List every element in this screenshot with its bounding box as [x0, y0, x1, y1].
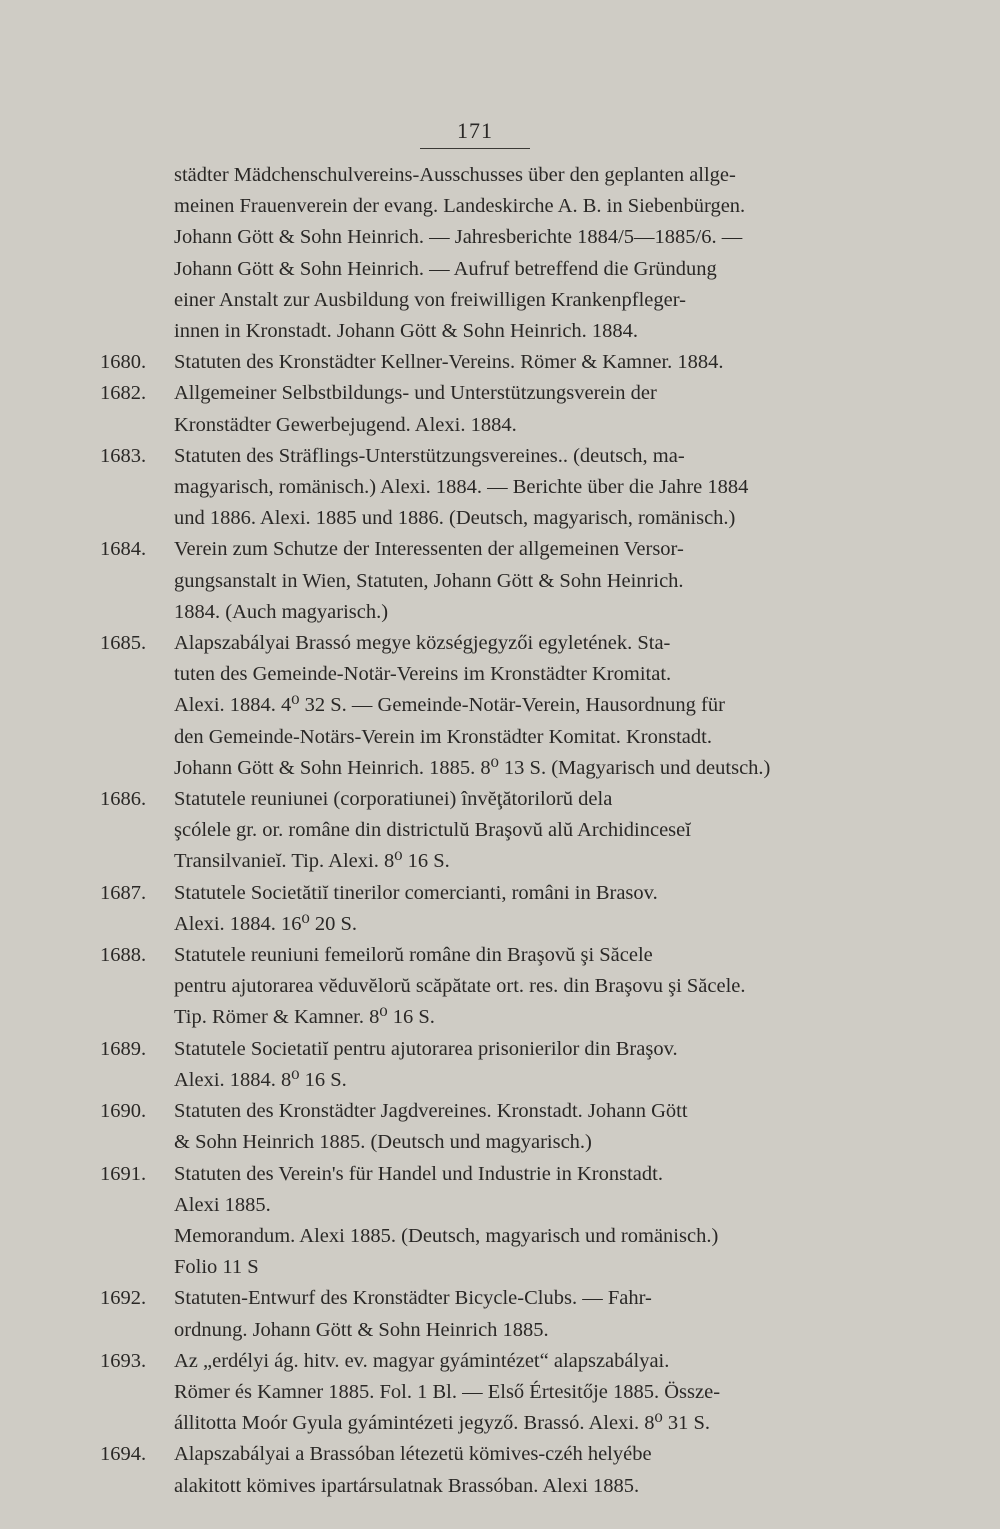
entry: [100, 1439, 860, 1501]
entry: [100, 1159, 860, 1284]
entry: [100, 878, 860, 940]
entry-line: Statuten des Sträflings-Unterstützungsvereines.. (deutsch, ma-: [174, 444, 685, 467]
entry-line: şcólele gr. or. române din districtulŭ Braşovŭ alŭ Archidinceseĭ: [174, 819, 691, 842]
entry-line: Statutele reuniuni femeilorŭ române din Braşovŭ şi Săcele: [174, 944, 653, 967]
entry-line: ordnung. Johann Gött & Sohn Heinrich 1885.: [174, 1318, 549, 1341]
entry-line: pentru ajutorarea vĕduvĕlorŭ scăpătate ort. res. din Braşovu şi Săcele.: [174, 975, 746, 998]
entry-line: Johann Gött & Sohn Heinrich. — Aufruf betreffend die Gründung: [174, 257, 717, 280]
entry-line: Johann Gött & Sohn Heinrich. — Jahresberichte 1884/5—1885/6. —: [174, 226, 743, 249]
entry-number: 1690.: [100, 1100, 147, 1123]
entry-line: Statuten des Kronstädter Jagdvereines. Kronstadt. Johann Gött: [174, 1100, 688, 1123]
entry-number: 1694.: [100, 1443, 147, 1466]
entry: [100, 1034, 860, 1096]
entry-line: Allgemeiner Selbstbildungs- und Unterstützungsverein der: [174, 382, 657, 405]
entry-line: alakitott kömives ipartársulatnak Brassóban. Alexi 1885.: [174, 1474, 640, 1497]
entry-line: Memorandum. Alexi 1885. (Deutsch, magyarisch und romänisch.): [174, 1224, 719, 1247]
entry-line: Tip. Römer & Kamner. 8⁰ 16 S.: [174, 1006, 435, 1029]
entry: [100, 347, 860, 378]
entry-line: Statuten des Verein's für Handel und Industrie in Kronstadt.: [174, 1162, 663, 1185]
entry-line: städter Mädchenschulvereins-Ausschusses über den geplanten allge-: [174, 164, 736, 186]
entry: [100, 441, 860, 535]
entry-line: Alexi. 1884. 16⁰ 20 S.: [174, 912, 358, 935]
entry: [100, 940, 860, 1034]
entry: [100, 160, 860, 347]
entry-number: 1683.: [100, 444, 147, 467]
entry-line: Transilvanieĭ. Tip. Alexi. 8⁰ 16 S.: [174, 850, 450, 873]
entry-line: tuten des Gemeinde-Notär-Vereins im Kronstädter Kromitat.: [174, 663, 672, 686]
entry-line: gungsanstalt in Wien, Statuten, Johann Gött & Sohn Heinrich.: [174, 569, 684, 592]
entry-line: Statuten des Kronstädter Kellner-Vereins. Römer & Kamner. 1884.: [174, 351, 724, 374]
entry: [100, 534, 860, 628]
entry-line: Römer és Kamner 1885. Fol. 1 Bl. — Első Értesitője 1885. Össze-: [174, 1380, 721, 1403]
entry-line: meinen Frauenverein der evang. Landeskirche A. B. in Siebenbürgen.: [174, 195, 746, 218]
entry-line: den Gemeinde-Notärs-Verein im Kronstädter Komitat. Kronstadt.: [174, 725, 712, 748]
entry: [100, 784, 860, 878]
entry: [100, 628, 860, 784]
entry-line: Statutele reuniunei (corporatiunei) învĕţătorilorŭ dela: [174, 788, 613, 811]
page-number: 171: [420, 118, 530, 149]
entry-line: Alapszabályai a Brassóban létezetü kömives-czéh helyébe: [174, 1443, 652, 1466]
entry: [100, 1096, 860, 1158]
entry-line: magyarisch, romänisch.) Alexi. 1884. — Berichte über die Jahre 1884: [174, 476, 749, 499]
entry: [100, 1283, 860, 1345]
entry-line: 1884. (Auch magyarisch.): [174, 600, 389, 623]
entry-number: 1687.: [100, 881, 147, 904]
entry-number: 1685.: [100, 632, 147, 655]
entry-line: Verein zum Schutze der Interessenten der allgemeinen Versor-: [174, 538, 684, 561]
entry-line: innen in Kronstadt. Johann Gött & Sohn Heinrich. 1884.: [174, 320, 639, 343]
entry: [100, 1346, 860, 1440]
entry-line: einer Anstalt zur Ausbildung von freiwilligen Krankenpfleger-: [174, 288, 686, 311]
entry-number: 1693.: [100, 1349, 147, 1372]
entry: [100, 378, 860, 440]
entry-line: állitotta Moór Gyula gyámintézeti jegyző. Brassó. Alexi. 8⁰ 31 S.: [174, 1412, 711, 1435]
entry-number: 1684.: [100, 538, 147, 561]
entry-line: Statuten-Entwurf des Kronstädter Bicycle-Clubs. — Fahr-: [174, 1287, 652, 1310]
entry-line: Alexi. 1884. 4⁰ 32 S. — Gemeinde-Notär-Verein, Hausordnung für: [174, 694, 725, 717]
entry-list: [100, 160, 860, 1502]
entry-line: Alapszabályai Brassó megye községjegyzői egyletének. Sta-: [174, 632, 671, 655]
entry-line: Folio 11 S: [174, 1256, 259, 1279]
entry-number: 1692.: [100, 1287, 147, 1310]
entry-line: Alexi. 1884. 8⁰ 16 S.: [174, 1068, 347, 1091]
entry-number: 1686.: [100, 788, 147, 811]
entry-number: 1689.: [100, 1037, 147, 1060]
entry-number: 1680.: [100, 351, 147, 374]
entry-number: 1688.: [100, 944, 147, 967]
entry-number: 1682.: [100, 382, 147, 405]
entry-line: Az „erdélyi ág. hitv. ev. magyar gyámintézet“ alapszabályai.: [174, 1349, 670, 1372]
entry-line: Statutele Societătiĭ tinerilor comercianti, români in Brasov.: [174, 881, 658, 904]
entry-line: Kronstädter Gewerbejugend. Alexi. 1884.: [174, 413, 517, 436]
entry-line: und 1886. Alexi. 1885 und 1886. (Deutsch, magyarisch, romänisch.): [174, 507, 736, 530]
entry-line: Alexi 1885.: [174, 1193, 271, 1216]
entry-line: Statutele Societatiĭ pentru ajutorarea prisonierilor din Braşov.: [174, 1037, 678, 1060]
entry-line: & Sohn Heinrich 1885. (Deutsch und magyarisch.): [174, 1131, 592, 1154]
entry-number: 1691.: [100, 1162, 147, 1185]
entry-line: Johann Gött & Sohn Heinrich. 1885. 8⁰ 13 S. (Magyarisch und deutsch.): [174, 756, 771, 779]
